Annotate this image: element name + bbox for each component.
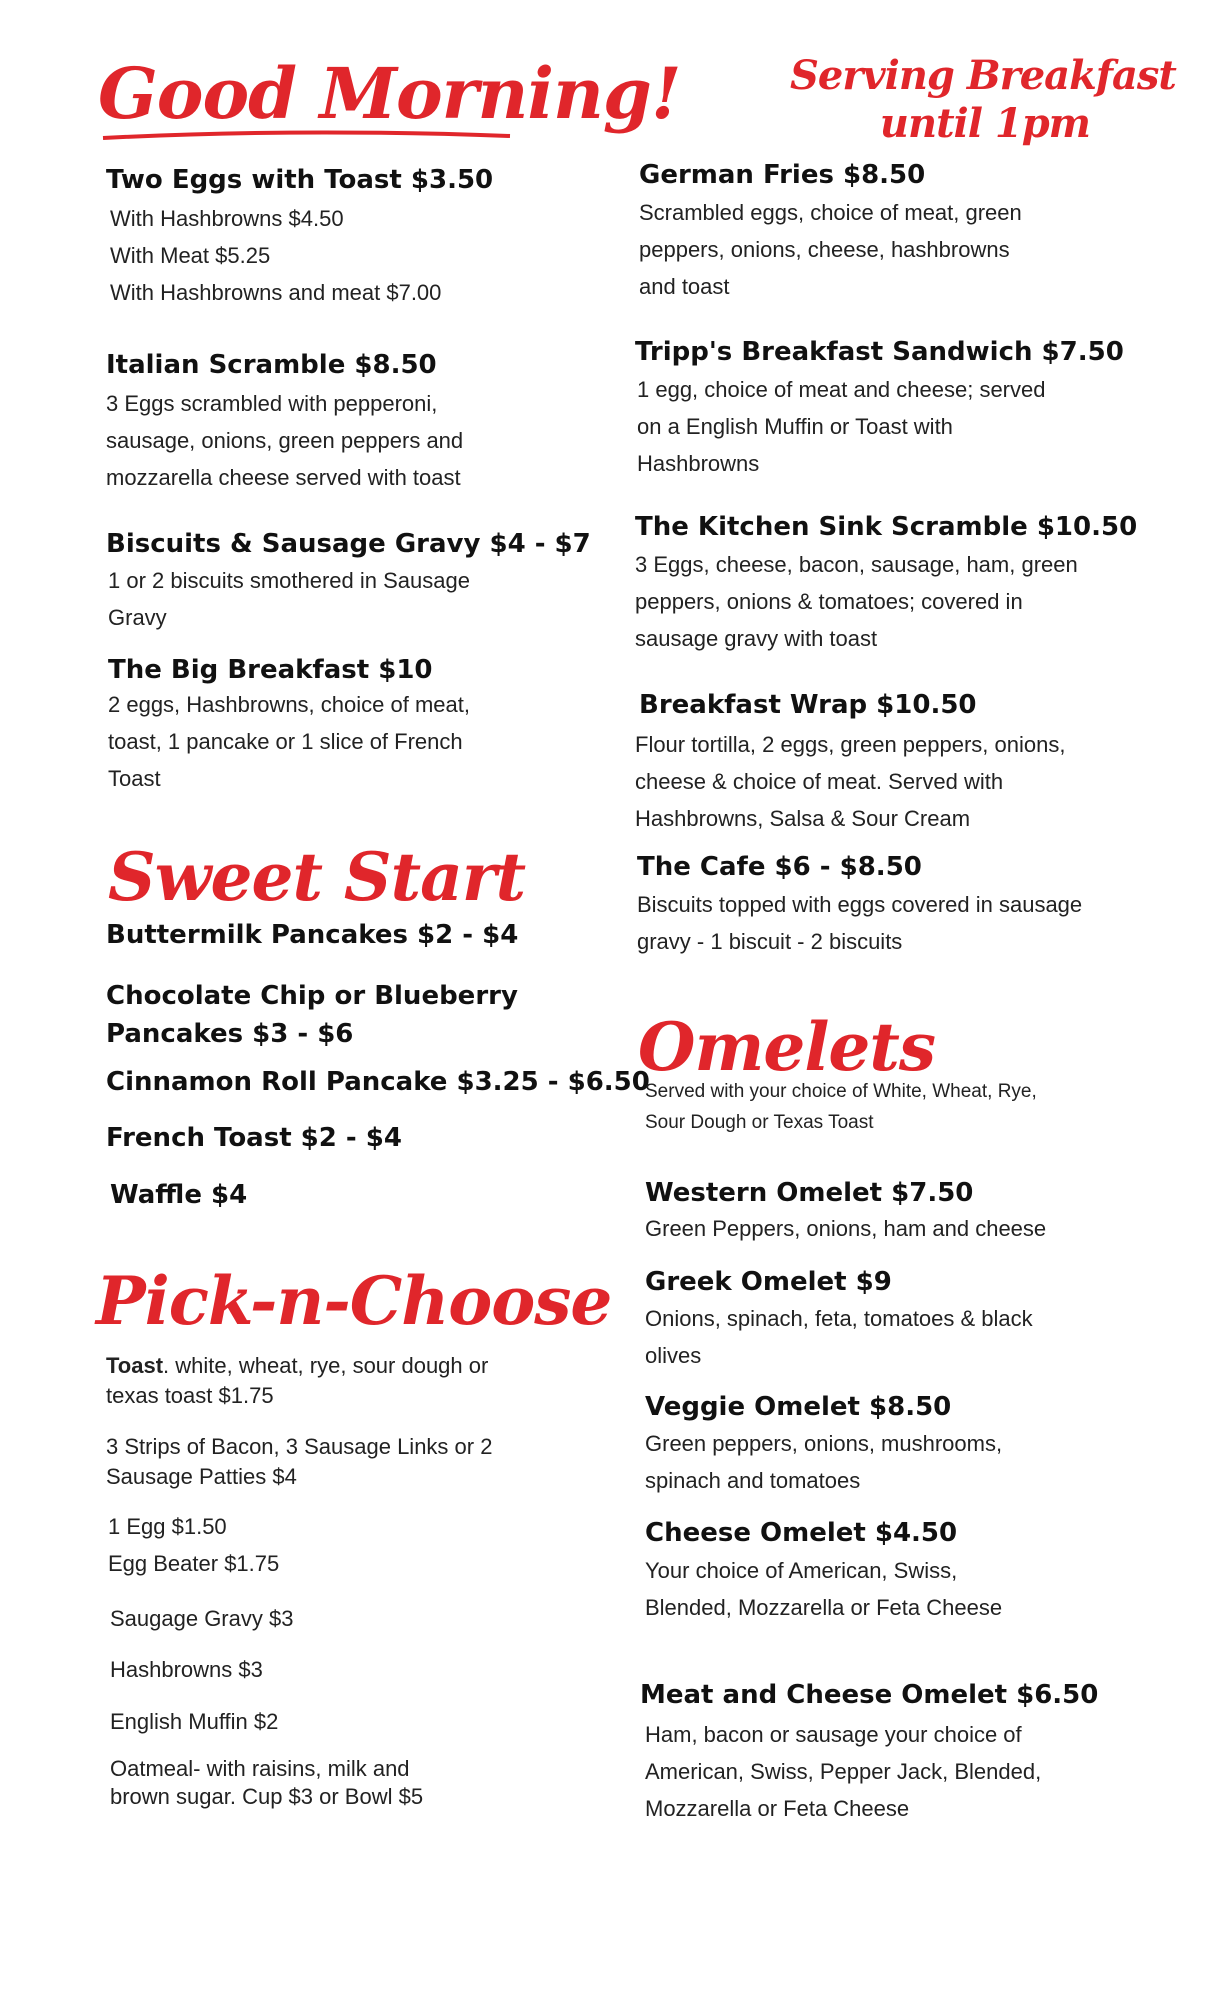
desc-line: Green Peppers, onions, ham and cheese [645, 1216, 1047, 1241]
desc-line: toast, 1 pancake or 1 slice of French [108, 729, 463, 754]
desc-line: sausage, onions, green peppers and [106, 428, 464, 453]
desc-line: American, Swiss, Pepper Jack, Blended, [645, 1759, 1042, 1784]
veggie-omelet-title: Veggie Omelet $8.50 [645, 1392, 952, 1422]
sweet-start-heading [108, 838, 525, 916]
two-eggs-desc [110, 200, 441, 311]
title-line: Chocolate Chip or Blueberry [106, 981, 518, 1011]
sweet-start-text: Sweet Start [108, 838, 526, 916]
pick-n-choose-heading [96, 1262, 611, 1340]
chocolate-chip-pancakes [106, 977, 518, 1053]
desc-line: Served with your choice of White, Wheat, Rye, [645, 1081, 1037, 1102]
omelet-note [645, 1076, 1037, 1138]
kitchen-sink-desc [635, 546, 1078, 657]
pick-egg [108, 1508, 279, 1582]
greek-omelet-title: Greek Omelet $9 [645, 1267, 892, 1297]
desc-line: With Hashbrowns $4.50 [110, 206, 344, 231]
desc-line: Onions, spinach, feta, tomatoes & black [645, 1306, 1033, 1331]
toast-line-1 [106, 1351, 488, 1381]
desc-line: olives [645, 1343, 702, 1368]
two-eggs-title: Two Eggs with Toast $3.50 [106, 165, 494, 195]
breakfast-wrap-desc [635, 726, 1065, 837]
desc-line: 3 Strips of Bacon, 3 Sausage Links or 2 [106, 1434, 493, 1459]
desc-line: Blended, Mozzarella or Feta Cheese [645, 1595, 1003, 1620]
desc-line: 1 or 2 biscuits smothered in Sausage [108, 568, 470, 593]
desc-line: 1 egg, choice of meat and cheese; served [637, 377, 1046, 402]
desc-line: 3 Eggs scrambled with pepperoni, [106, 391, 438, 416]
big-breakfast-desc [108, 686, 470, 797]
desc-line: Biscuits topped with eggs covered in sausage [637, 892, 1083, 917]
omelets-text: Omelets [638, 1008, 936, 1086]
heading-underline-icon [98, 124, 518, 154]
italian-scramble-title: Italian Scramble $8.50 [106, 350, 437, 380]
desc-line: peppers, onions, cheese, hashbrowns [639, 237, 1010, 262]
omelets-heading [638, 1008, 935, 1086]
serving-breakfast-heading [790, 52, 1176, 148]
desc-line: mozzarella cheese served with toast [106, 465, 461, 490]
italian-scramble-desc [106, 385, 463, 496]
pick-muffin: English Muffin $2 [110, 1709, 279, 1734]
desc-line: brown sugar. Cup $3 or Bowl $5 [110, 1784, 424, 1809]
desc-line: Sausage Patties $4 [106, 1464, 297, 1489]
desc-line: and toast [639, 274, 730, 299]
pick-bacon [106, 1432, 492, 1492]
desc-line: Toast [108, 766, 161, 791]
western-omelet-title: Western Omelet $7.50 [645, 1178, 974, 1208]
meat-cheese-omelet-desc [645, 1716, 1041, 1827]
meat-cheese-omelet-title: Meat and Cheese Omelet $6.50 [640, 1680, 1099, 1710]
desc-line: 1 Egg $1.50 [108, 1514, 227, 1539]
pick-n-choose-text: Pick-n-Choose [96, 1262, 612, 1340]
pick-gravy: Saugage Gravy $3 [110, 1606, 294, 1631]
the-cafe-desc [637, 886, 1082, 960]
desc-line: Gravy [108, 605, 167, 630]
desc-line: With Meat $5.25 [110, 243, 271, 268]
big-breakfast-title: The Big Breakfast $10 [108, 655, 433, 685]
desc-line: Green peppers, onions, mushrooms, [645, 1431, 1003, 1456]
desc-line: Ham, bacon or sausage your choice of [645, 1722, 1022, 1747]
desc-line: With Hashbrowns and meat $7.00 [110, 280, 442, 305]
pick-toast [106, 1351, 488, 1411]
desc-line: Sour Dough or Texas Toast [645, 1112, 874, 1133]
good-morning-text: Good Morning! [98, 52, 681, 135]
toast-line-2: texas toast $1.75 [106, 1383, 274, 1408]
buttermilk-pancakes: Buttermilk Pancakes $2 - $4 [106, 920, 519, 950]
tripps-sandwich-title: Tripp's Breakfast Sandwich $7.50 [635, 337, 1124, 367]
desc-line: sausage gravy with toast [635, 626, 878, 651]
desc-line: Hashbrowns, Salsa & Sour Cream [635, 806, 971, 831]
greek-omelet-desc [645, 1300, 1033, 1374]
serving-line-1: Serving Breakfast [790, 52, 1176, 99]
breakfast-wrap-title: Breakfast Wrap $10.50 [639, 690, 977, 720]
desc-line: Flour tortilla, 2 eggs, green peppers, onions, [635, 732, 1066, 757]
kitchen-sink-title: The Kitchen Sink Scramble $10.50 [635, 512, 1138, 542]
desc-line: on a English Muffin or Toast with [637, 414, 953, 439]
tripps-sandwich-desc [637, 371, 1045, 482]
toast-rest: . white, wheat, rye, sour dough or [163, 1353, 489, 1378]
desc-line: Your choice of American, Swiss, [645, 1558, 958, 1583]
cheese-omelet-desc [645, 1552, 1002, 1626]
french-toast: French Toast $2 - $4 [106, 1123, 402, 1153]
waffle: Waffle $4 [110, 1180, 248, 1210]
biscuits-gravy-desc [108, 562, 470, 636]
western-omelet-desc [645, 1210, 1046, 1247]
desc-line: 2 eggs, Hashbrowns, choice of meat, [108, 692, 470, 717]
german-fries-desc [639, 194, 1022, 305]
pick-hashbrowns: Hashbrowns $3 [110, 1657, 263, 1682]
desc-line: Mozzarella or Feta Cheese [645, 1796, 910, 1821]
biscuits-gravy-title: Biscuits & Sausage Gravy $4 - $7 [106, 529, 591, 559]
cheese-omelet-title: Cheese Omelet $4.50 [645, 1518, 958, 1548]
desc-line: spinach and tomatoes [645, 1468, 861, 1493]
desc-line: 3 Eggs, cheese, bacon, sausage, ham, green [635, 552, 1078, 577]
desc-line: cheese & choice of meat. Served with [635, 769, 1004, 794]
the-cafe-title: The Cafe $6 - $8.50 [637, 852, 922, 882]
desc-line: Hashbrowns [637, 451, 760, 476]
desc-line: gravy - 1 biscuit - 2 biscuits [637, 929, 903, 954]
desc-line: peppers, onions & tomatoes; covered in [635, 589, 1023, 614]
desc-line: Oatmeal- with raisins, milk and [110, 1756, 410, 1781]
veggie-omelet-desc [645, 1425, 1002, 1499]
cinnamon-roll-pancake: Cinnamon Roll Pancake $3.25 - $6.50 [106, 1067, 650, 1097]
toast-bold: Toast [106, 1353, 164, 1378]
good-morning-heading [98, 52, 681, 135]
title-line: Pancakes $3 - $6 [106, 1019, 354, 1049]
desc-line: Egg Beater $1.75 [108, 1551, 280, 1576]
desc-line: Scrambled eggs, choice of meat, green [639, 200, 1022, 225]
german-fries-title: German Fries $8.50 [639, 160, 926, 190]
pick-oatmeal [110, 1755, 423, 1811]
serving-line-2: until 1pm [879, 100, 1090, 147]
